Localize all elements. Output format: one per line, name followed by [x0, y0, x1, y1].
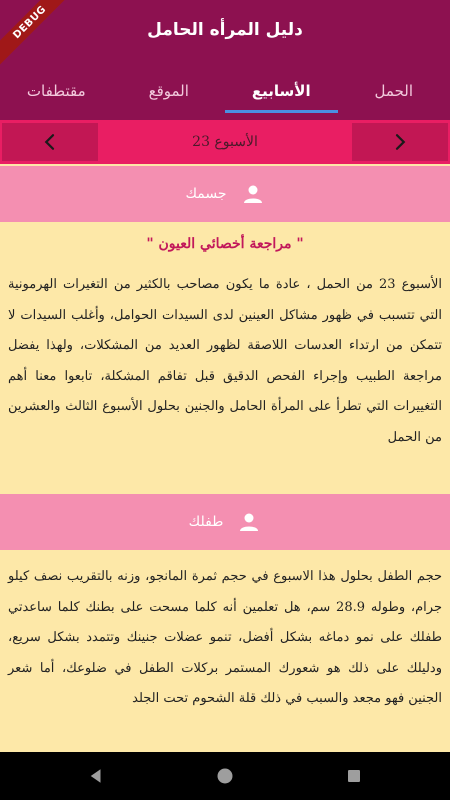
- tab-weeks[interactable]: الأسابيع: [251, 82, 311, 100]
- body-section-heading: " مراجعة أخصائي العيون ": [146, 236, 304, 252]
- chevron-right-icon: [391, 133, 409, 151]
- previous-week-button[interactable]: [2, 123, 98, 161]
- system-home-button[interactable]: [213, 764, 237, 788]
- home-circle-icon: [215, 766, 235, 786]
- baby-section-header: [0, 494, 450, 550]
- baby-section-title: طفلك: [188, 514, 224, 530]
- app-title: دليل المرأه الحامل: [147, 20, 303, 40]
- baby-section-text: حجم الطفل بحلول هذا الاسبوع في حجم ثمرة المانجو، وزنه بالتقريب نصف كيلو جرام، وطوله 28.9 سم، هل تعلمين أنه كلما مسحت على بطنك كلما ساعدتي طفلك على نمو دماغه بشكل أفضل، تنمو عضلات جنينك وتتمدد بشكل سريع، ودليلك على ذلك هو شعورك المستمر بركلات الطفل في ضلوعك، أما شعر الجنين فهو مجعد والسبب في ذلك قلة الشحوم تحت الجلد: [8, 569, 442, 706]
- body-section-text: الأسبوع 23 من الحمل ، عادة ما يكون مصاحب بالكثير من التغيرات الهرمونية التي تتسبب في ظهور مشاكل العينين لدى السيدات الحوامل، وأغلب السيدات لا تتمكن من ارتداء العدسات اللاصقة لظهور العديد من المشكلات، ولهذا يفضل مراجعة الطبيب وإجراء الفحص الدقيق قبل تفاقم المشكلة، تابعوا معنا أهم التغييرات التي تطرأ على المرأة الحامل والجنين بحلول الأسبوع الثالث والعشرين من الحمل: [8, 277, 442, 445]
- next-week-button[interactable]: [352, 123, 448, 161]
- tab-pregnancy[interactable]: الحمل: [374, 82, 413, 100]
- tab-excerpts[interactable]: مقتطفات: [26, 82, 86, 100]
- recents-square-icon: [345, 767, 363, 785]
- tab-location[interactable]: الموقع: [148, 82, 189, 100]
- back-triangle-icon: [87, 767, 105, 785]
- app-bar: [0, 0, 450, 120]
- body-section-title: جسمك: [185, 186, 227, 202]
- week-label: الأسبوع 23: [192, 134, 258, 150]
- system-back-button[interactable]: [84, 764, 108, 788]
- system-recents-button[interactable]: [342, 764, 366, 788]
- body-section-header: [0, 166, 450, 222]
- chevron-left-icon: [41, 133, 59, 151]
- person-icon: [237, 510, 261, 534]
- body-section-content: [0, 222, 450, 494]
- person-icon: [241, 182, 265, 206]
- week-navigation-bar: [0, 120, 450, 164]
- baby-section-content: [0, 550, 450, 752]
- system-navigation-bar: [0, 752, 450, 800]
- debug-label: DEBUG: [0, 0, 78, 71]
- tab-indicator: [225, 110, 338, 113]
